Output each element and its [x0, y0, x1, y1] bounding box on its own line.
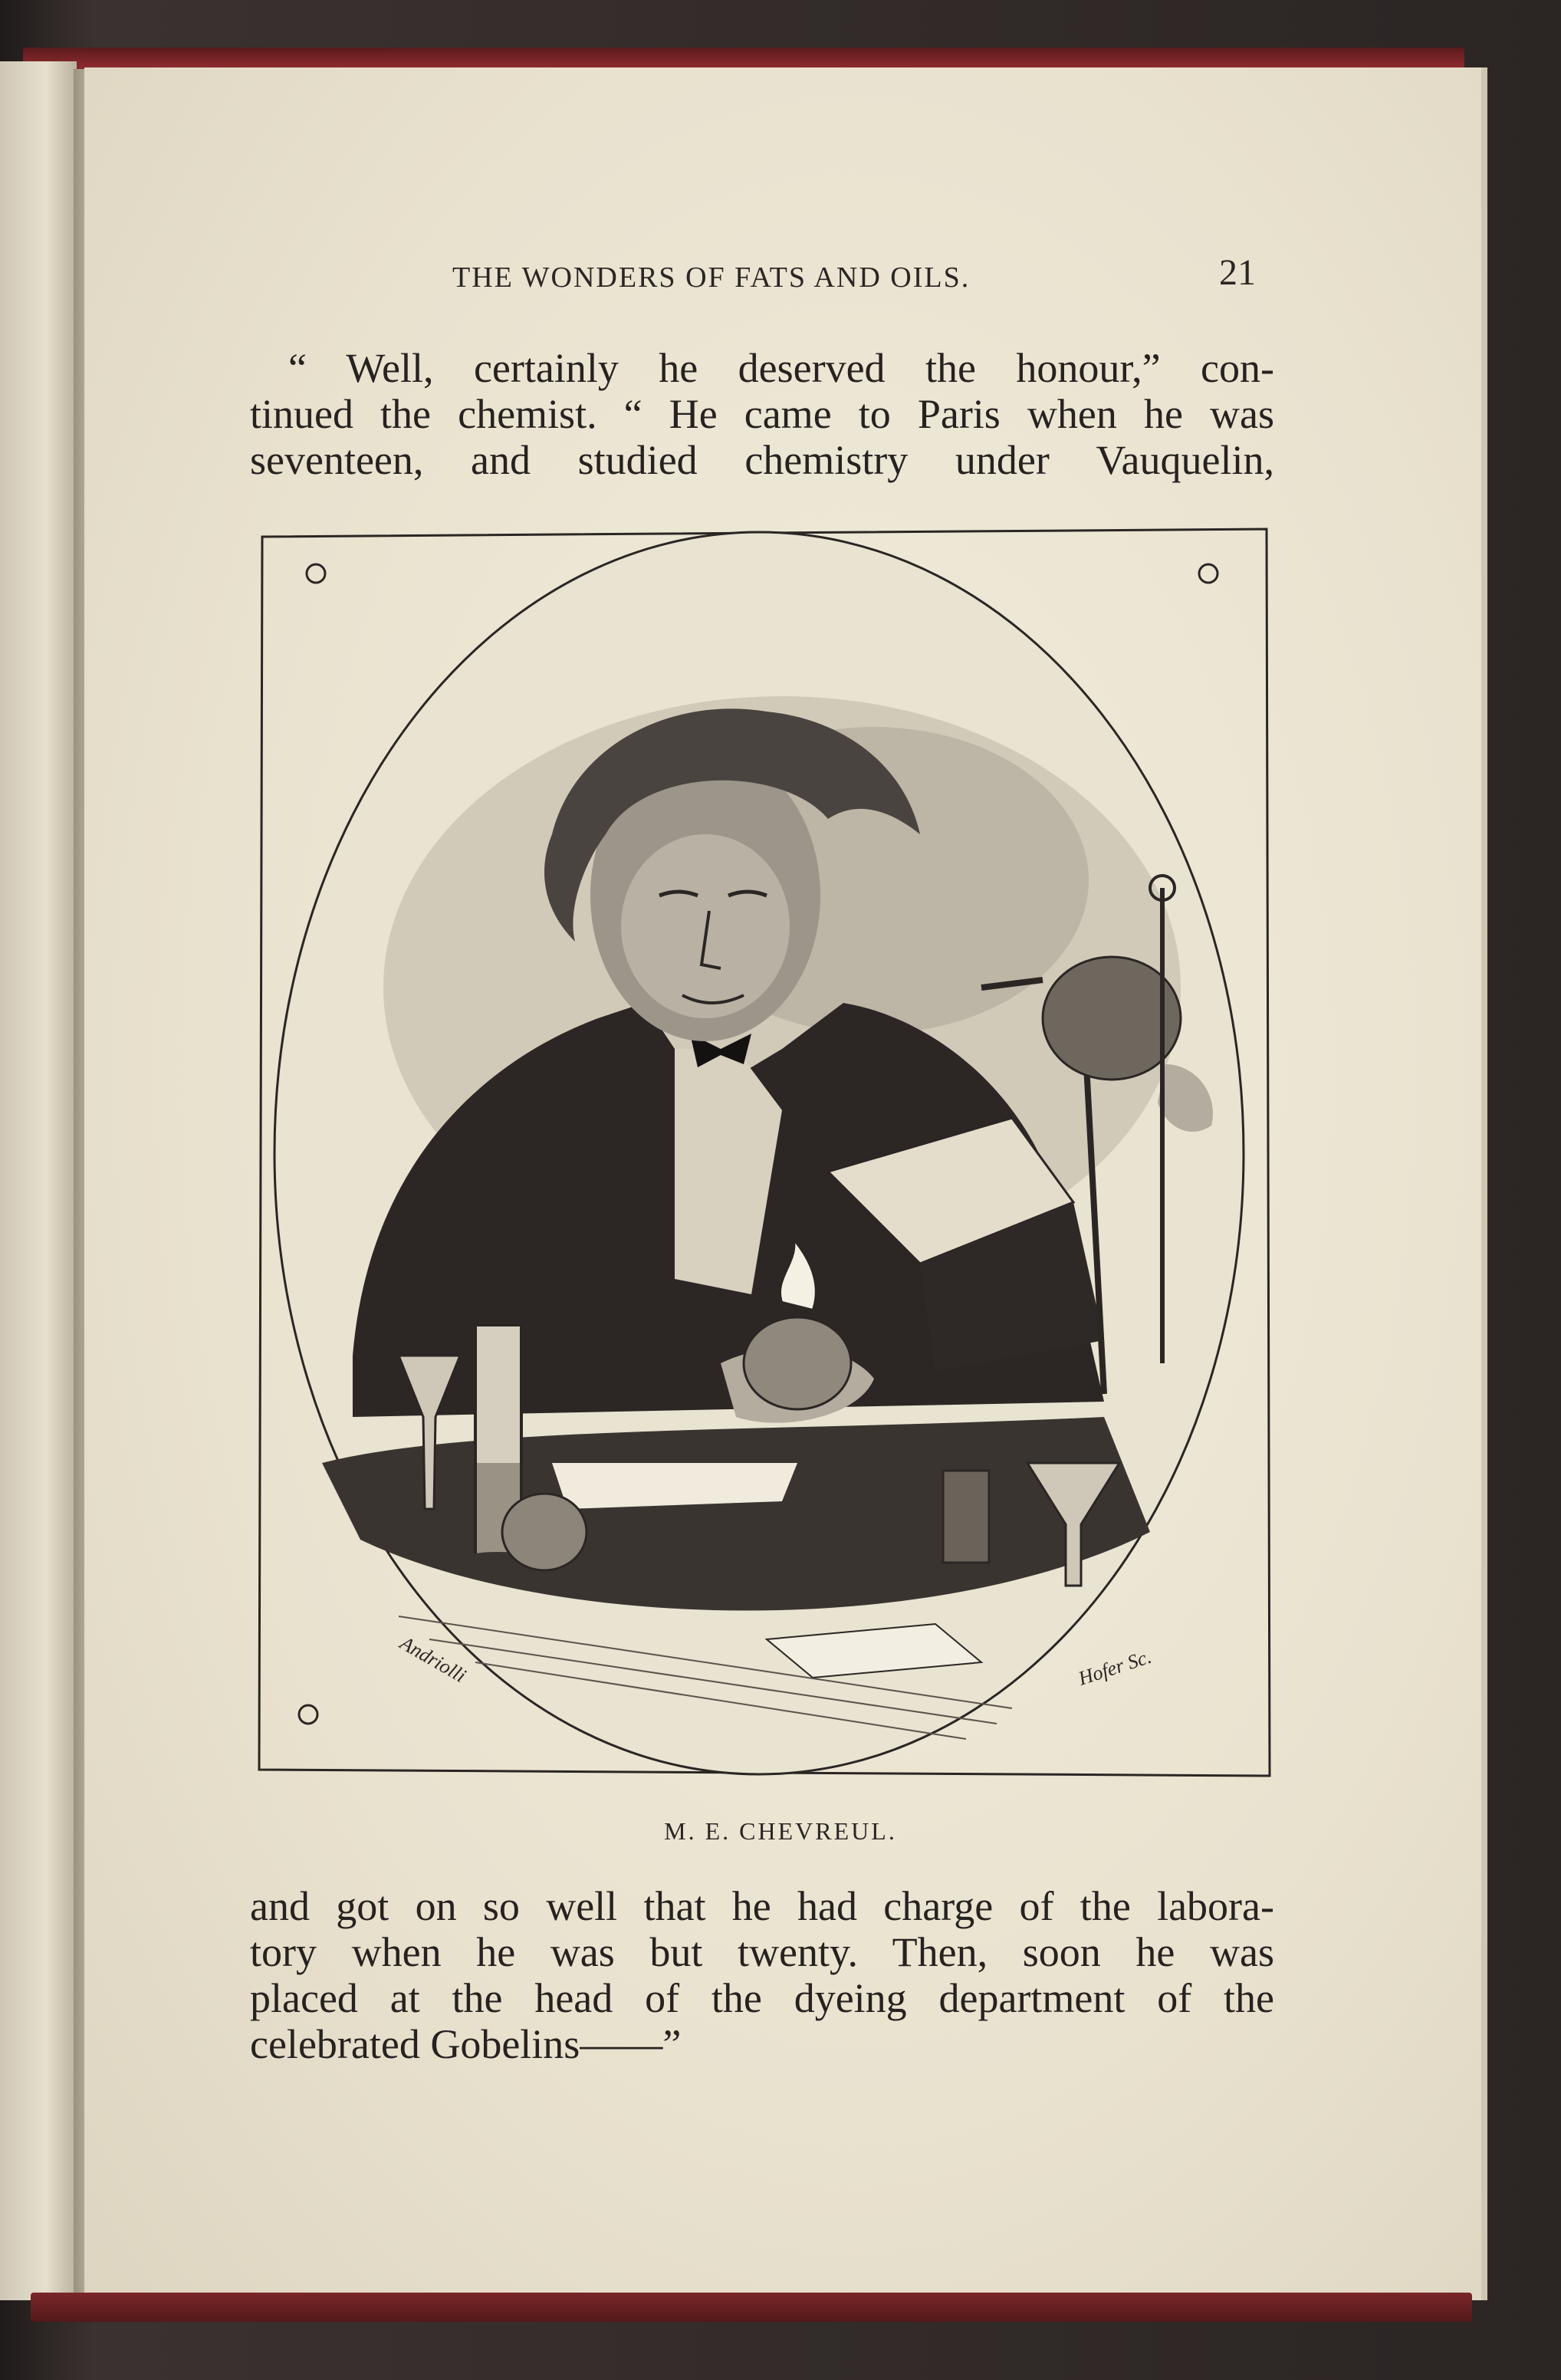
spirit-lamp [744, 1317, 851, 1409]
engraver-signature-right: Hofer Sc. [1075, 1645, 1155, 1690]
book-cover-bottom-edge [31, 2293, 1472, 2322]
text-line: seventeen, and studied chemistry under Vauquelin, [250, 437, 1274, 483]
engraving-plate [245, 512, 1273, 1785]
figure-caption: M. E. CHEVREUL. [664, 1817, 897, 1845]
top-paragraph [250, 345, 1274, 483]
text-line: “ Well, certainly he deserved the honour,” con- [288, 345, 1274, 391]
bottom-paragraph [250, 1883, 1274, 2067]
engraver-signature-left: Andriolli [396, 1632, 470, 1688]
page-number: 21 [1219, 252, 1256, 293]
rivet-icon [299, 1705, 317, 1724]
running-head: THE WONDERS OF FATS AND OILS. [452, 261, 971, 294]
rivet-icon [1199, 564, 1218, 583]
text-line: tinued the chemist. “ He came to Paris when he was [250, 391, 1274, 437]
text-line: placed at the head of the dyeing department of the [250, 1975, 1274, 2021]
text-line: celebrated Gobelins——” [250, 2021, 682, 2067]
text-line: tory when he was but twenty. Then, soon he was [250, 1929, 1274, 1975]
left-page-edge [0, 61, 77, 2300]
rivet-icon [307, 564, 325, 583]
text-line: and got on so well that he had charge of the labora- [250, 1883, 1274, 1929]
